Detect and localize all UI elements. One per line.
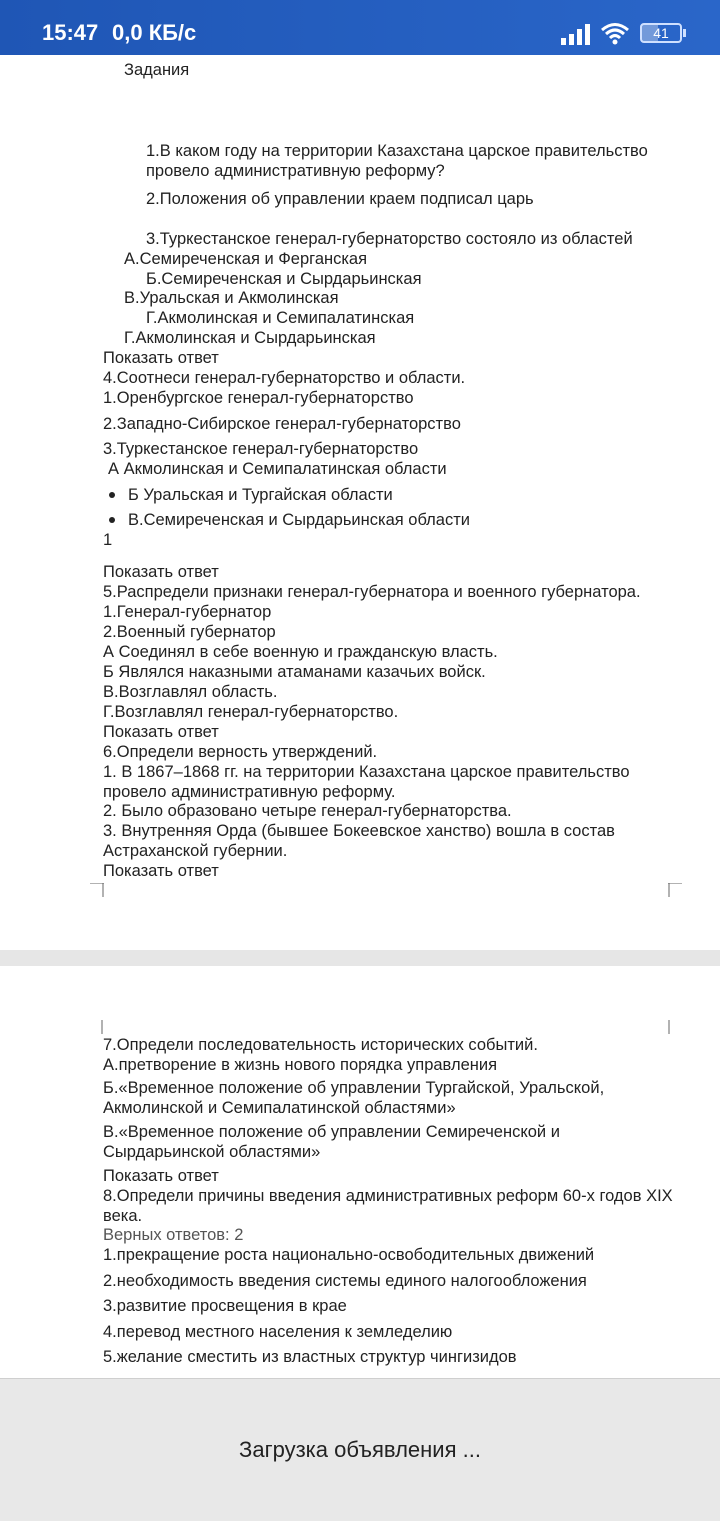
question-8: 8.Определи причины введения административных реформ 60-х годов XIX (103, 1187, 673, 1205)
q7-option-v-cont: Сырдарьинской областями» (103, 1143, 321, 1161)
question-2: 2.Положения об управлении краем подписал царь (146, 190, 534, 208)
q4-option-b: Б Уральская и Тургайская области (128, 486, 393, 504)
show-answer-q4[interactable]: Показать ответ (103, 563, 219, 581)
q8-option-2[interactable]: 2.необходимость введения системы единого налогообложения (103, 1272, 587, 1290)
q3-option-a[interactable]: А.Семиреченская и Ферганская (124, 250, 368, 268)
clock: 15:47 (42, 20, 99, 45)
q4-item-1: 1.Оренбургское генерал-губернаторство (103, 389, 414, 407)
correct-answers-count: Верных ответов: 2 (103, 1226, 244, 1244)
page-separator (0, 950, 720, 966)
q8-option-4[interactable]: 4.перевод местного населения к земледелию (103, 1323, 453, 1341)
q3-option-b[interactable]: Б.Семиреченская и Сырдарьинская (146, 270, 422, 288)
q3-option-v[interactable]: В.Уральская и Акмолинская (124, 289, 339, 307)
question-6: 6.Определи верность утверждений. (103, 743, 378, 761)
show-answer-q7[interactable]: Показать ответ (103, 1167, 219, 1185)
question-7: 7.Определи последовательность исторических событий. (103, 1036, 538, 1054)
q6-statement-3: 3. Внутренняя Орда (бывшее Бокеевское ханство) вошла в состав (103, 822, 615, 840)
q5-option-b: Б Являлся наказными атаманами казачьих войск. (103, 663, 486, 681)
doc-heading: Задания (124, 61, 190, 79)
page-corner-mark (668, 883, 682, 897)
q4-option-v: В.Семиреченская и Сырдарьинская области (128, 511, 470, 529)
q7-option-a: А.претворение в жизнь нового порядка управления (103, 1056, 498, 1074)
q6-statement-1-cont: провело административную реформу. (103, 783, 396, 801)
question-4: 4.Соотнеси генерал-губернаторство и области. (103, 369, 466, 387)
ad-loading-text: Загрузка объявления ... (239, 1437, 481, 1462)
bullet-icon (109, 492, 115, 498)
show-answer-q3[interactable]: Показать ответ (103, 349, 219, 367)
q8-option-5[interactable]: 5.желание сместить из властных структур чингизидов (103, 1348, 517, 1366)
q5-item-1: 1.Генерал-губернатор (103, 603, 272, 621)
question-8-cont: века. (103, 1207, 143, 1225)
q5-option-v: В.Возглавлял область. (103, 683, 278, 701)
show-answer-q6[interactable]: Показать ответ (103, 862, 219, 880)
show-answer-q5[interactable]: Показать ответ (103, 723, 219, 741)
q4-item-2: 2.Западно-Сибирское генерал-губернаторство (103, 415, 461, 433)
q8-option-1[interactable]: 1.прекращение роста национально-освободительных движений (103, 1246, 595, 1264)
q7-option-v: В.«Временное положение об управлении Семиреченской и (103, 1123, 560, 1141)
wifi-icon (600, 22, 630, 46)
q6-statement-1: 1. В 1867–1868 гг. на территории Казахстана царское правительство (103, 763, 630, 781)
signal-icon (560, 22, 592, 46)
status-bar (0, 0, 720, 55)
network-speed: 0,0 КБ/с (112, 20, 197, 45)
page-corner-mark (662, 1020, 676, 1034)
battery-percent: 41 (653, 25, 669, 41)
q3-option-g[interactable]: Г.Акмолинская и Семипалатинская (146, 309, 415, 327)
q4-answer-number: 1 (103, 531, 113, 549)
q7-option-b: Б.«Временное положение об управлении Тургайской, Уральской, (103, 1079, 605, 1097)
page-corner-mark (90, 883, 104, 897)
question-1: 1.В каком году на территории Казахстана царское правительство (146, 142, 648, 160)
q6-statement-3-cont: Астраханской губернии. (103, 842, 288, 860)
q5-option-g: Г.Возглавлял генерал-губернаторство. (103, 703, 399, 721)
page-corner-mark (96, 1020, 110, 1034)
q8-option-3[interactable]: 3.развитие просвещения в крае (103, 1297, 347, 1315)
question-1-cont: провело административную реформу? (146, 162, 445, 180)
q5-item-2: 2.Военный губернатор (103, 623, 276, 641)
status-icons (560, 22, 690, 46)
q6-statement-2: 2. Было образовано четыре генерал-губернаторства. (103, 802, 512, 820)
q3-option-g2[interactable]: Г.Акмолинская и Сырдарьинская (124, 329, 376, 347)
bullet-icon (109, 517, 115, 523)
q4-option-a: А Акмолинская и Семипалатинская области (108, 460, 447, 478)
q4-item-3: 3.Туркестанское генерал-губернаторство (103, 440, 419, 458)
battery-tip (683, 29, 686, 37)
battery-icon (640, 23, 682, 43)
question-3: 3.Туркестанское генерал-губернаторство состояло из областей (146, 230, 633, 248)
q7-option-b-cont: Акмолинской и Семипалатинской областями» (103, 1099, 456, 1117)
q5-option-a: А Соединял в себе военную и гражданскую власть. (103, 643, 498, 661)
question-5: 5.Распредели признаки генерал-губернатора и военного губернатора. (103, 583, 641, 601)
ad-banner[interactable] (0, 1378, 720, 1521)
